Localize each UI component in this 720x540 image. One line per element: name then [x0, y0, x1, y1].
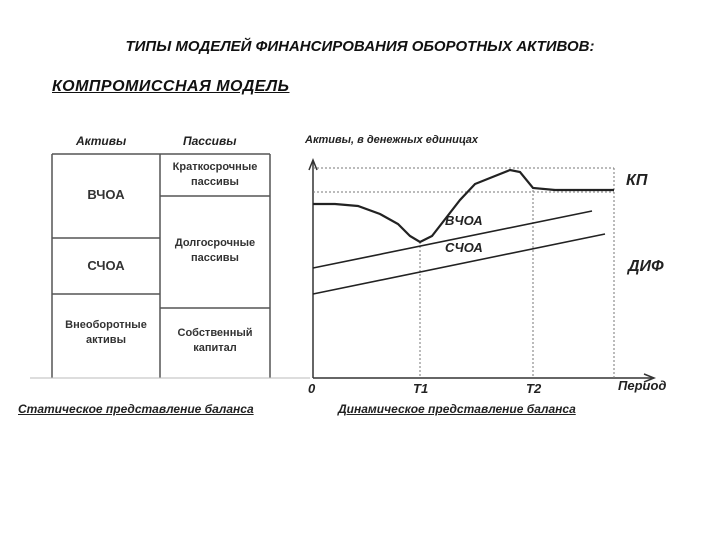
model-subtitle: КОМПРОМИССНАЯ МОДЕЛЬ [52, 78, 290, 95]
t1-label: T1 [413, 381, 429, 396]
long-term-cell: Долгосрочные пассивы [174, 237, 256, 264]
schoa-cell: СЧОА [87, 258, 125, 273]
x-axis-label: Период [618, 378, 667, 393]
total-assets-curve [313, 170, 614, 242]
kp-label: КП [626, 172, 648, 189]
static-caption: Статическое представление баланса [18, 402, 254, 416]
t2-label: T2 [526, 381, 542, 396]
dif-label: ДИФ [628, 258, 664, 275]
y-axis-label: Активы, в денежных единицах [305, 134, 479, 146]
chart-axes [309, 160, 654, 382]
liabilities-header: Пассивы [183, 134, 237, 148]
vchoa-chart-label: ВЧОА [445, 213, 483, 228]
chart-guides [313, 168, 614, 378]
page-title: ТИПЫ МОДЕЛЕЙ ФИНАНСИРОВАНИЯ ОБОРОТНЫХ АКТИВОВ: [125, 38, 595, 55]
vchoa-cell: ВЧОА [87, 187, 125, 202]
assets-header: Активы [76, 134, 127, 148]
origin-label: 0 [308, 381, 316, 396]
short-term-cell: Краткосрочные пассивы [172, 161, 258, 188]
noncurrent-cell: Внеоборотные активы [65, 319, 147, 346]
schoa-chart-label: СЧОА [445, 240, 483, 255]
dynamic-caption: Динамическое представление баланса [338, 402, 576, 416]
equity-cell: Собственный капитал [177, 327, 253, 354]
